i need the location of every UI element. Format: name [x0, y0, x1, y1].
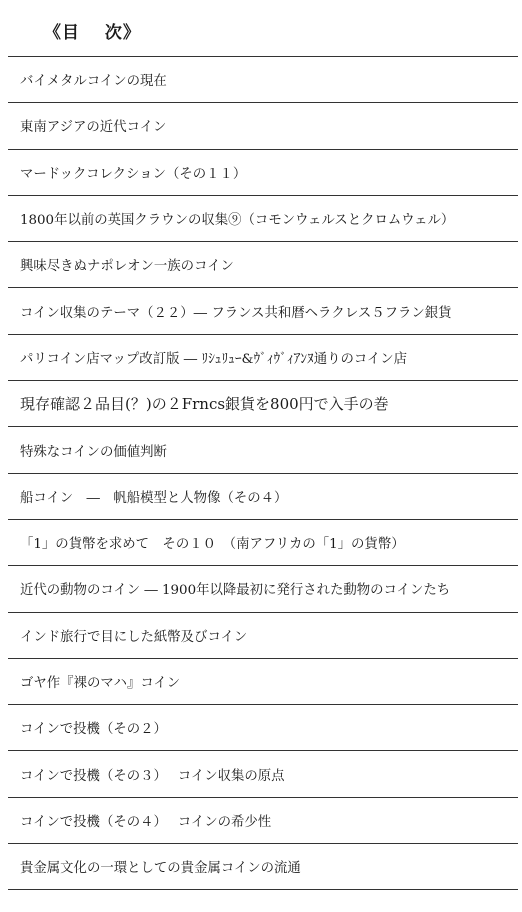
toc-entry[interactable]: 船コイン ― 帆船模型と人物像（その４） — [20, 490, 288, 506]
toc-entry[interactable]: 現存確認２品目(？)の２Frncs銀貨を800円で入手の巻 — [20, 395, 389, 414]
toc-entry[interactable]: 「1」の貨幣を求めて その１０ （南アフリカの「1」の貨幣） — [20, 537, 405, 553]
toc-entry[interactable]: コインで投機（その４） コインの希少性 — [20, 814, 272, 830]
page-title: 《目 次》 — [44, 23, 141, 43]
toc-entry[interactable]: マードックコレクション（その１１） — [20, 166, 247, 182]
toc-entry[interactable]: 興味尽きぬナポレオン一族のコイン — [20, 259, 234, 275]
toc-entry[interactable]: バイメタルコインの現在 — [20, 74, 167, 90]
toc-entry[interactable]: 特殊なコインの価値判断 — [20, 444, 167, 460]
toc-entry[interactable]: ゴヤ作『裸のマハ』コイン — [20, 676, 181, 691]
table-of-contents — [8, 56, 518, 890]
toc-entry[interactable]: 東南アジアの近代コイン — [20, 120, 167, 136]
toc-entry[interactable]: 近代の動物のコイン ― 1900年以降最初に発行された動物のコインたち — [20, 583, 451, 599]
toc-entry[interactable]: コインで投機（その２） — [20, 722, 167, 738]
toc-entry[interactable]: コイン収集のテーマ（２２）― フランス共和暦ヘラクレス５フラン銀貨 — [20, 305, 452, 321]
toc-entry[interactable]: コインで投機（その３） コイン収集の原点 — [20, 768, 285, 784]
toc-entry[interactable]: 1800年以前の英国クラウンの収集⑨（コモンウェルスとクロムウェル） — [20, 213, 455, 229]
toc-entry[interactable]: パリコイン店マップ改訂版 ― ﾘｼｭﾘｭｰ&ｳﾞｨｳﾞｨｱﾝﾇ通りのコイン店 — [20, 351, 408, 367]
toc-entry[interactable]: インド旅行で目にした紙幣及びコイン — [20, 629, 248, 645]
toc-entry[interactable]: 貴金属文化の一環としての貴金属コインの流通 — [20, 861, 301, 877]
divider — [8, 889, 518, 890]
